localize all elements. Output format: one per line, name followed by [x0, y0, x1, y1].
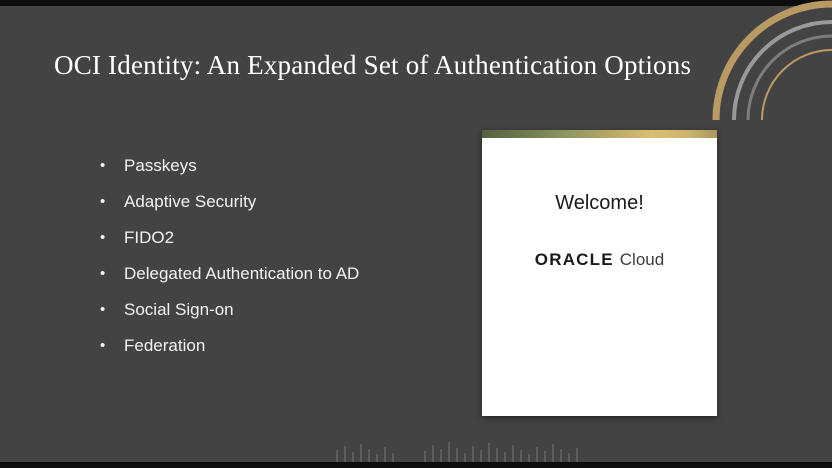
- bullet-marker-icon: •: [100, 265, 106, 282]
- slide-title: OCI Identity: An Expanded Set of Authentication Options: [54, 50, 692, 80]
- login-screenshot: [482, 130, 717, 416]
- bullet-list: [96, 148, 436, 364]
- bullet-label: Delegated Authentication to AD: [124, 264, 360, 283]
- bullet-label: Adaptive Security: [124, 192, 257, 211]
- bullet-marker-icon: •: [100, 193, 106, 210]
- list-item: [96, 148, 436, 184]
- bullet-label: Federation: [124, 336, 206, 355]
- bullet-label: Passkeys: [124, 156, 197, 175]
- oracle-wordmark: ORACLE: [534, 250, 614, 269]
- screenshot-banner-image: [482, 130, 717, 138]
- welcome-heading: Welcome!: [555, 192, 644, 214]
- slide-top-edge: [0, 0, 832, 6]
- corner-arc-decoration: [712, 0, 832, 120]
- bottom-bars-decoration: [330, 436, 630, 462]
- cloud-wordmark: Cloud: [619, 250, 665, 269]
- bullet-marker-icon: •: [100, 157, 106, 174]
- bullet-label: Social Sign-on: [124, 300, 234, 319]
- list-item: [96, 256, 436, 292]
- list-item: [96, 292, 436, 328]
- list-item: [96, 184, 436, 220]
- bullet-label: FIDO2: [124, 228, 175, 247]
- bullet-marker-icon: •: [100, 301, 106, 318]
- slide-bottom-edge: [0, 462, 832, 468]
- oracle-cloud-logo: [482, 250, 717, 270]
- list-item: [96, 328, 436, 364]
- list-item: [96, 220, 436, 256]
- bullet-marker-icon: •: [100, 229, 106, 246]
- bullet-marker-icon: •: [100, 337, 106, 354]
